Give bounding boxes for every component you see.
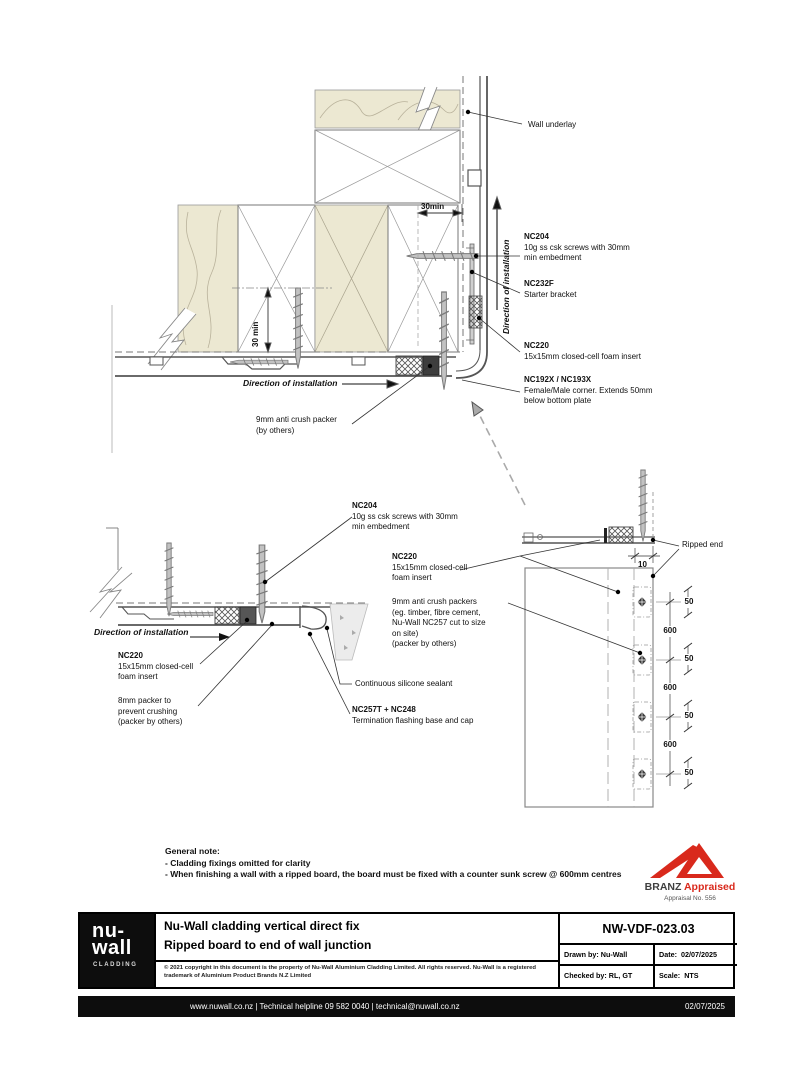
label-nc220-right: [392, 552, 467, 584]
part-number: NC192X / NC193X: [524, 375, 592, 384]
dim-600: 600: [658, 683, 682, 694]
dim-30min-left: 30 min: [251, 321, 260, 347]
nuwall-logo-cladding: CLADDING: [93, 962, 138, 968]
label-line: min embedment: [524, 253, 582, 262]
bottom-left-detail-drawing: [90, 517, 368, 714]
dim-50: 50: [681, 711, 697, 722]
label-line: 15x15mm closed-cell foam insert: [524, 351, 641, 361]
label-line: (by others): [256, 425, 295, 435]
general-note-item: - When finishing a wall with a ripped board, the board must be fixed with a counter sunk screw @ 600mm centres: [165, 869, 622, 879]
right-detail-drawing: [460, 470, 695, 807]
direction-of-installation-top: Direction of installation: [243, 378, 338, 388]
screw-icon: [165, 543, 174, 616]
label-line: Female/Male corner. Extends 50mm: [524, 385, 653, 395]
label-9mm-packer-top: [256, 415, 337, 436]
label-line: (eg. timber, fibre cement,: [392, 607, 481, 617]
dim-600: 600: [658, 626, 682, 637]
drawing-number: NW-VDF-023.03: [560, 914, 737, 945]
label-line: foam insert: [392, 573, 432, 582]
label-line: 15x15mm closed-cell: [118, 661, 194, 671]
label-line: Nu-Wall NC257 cut to size: [392, 618, 486, 627]
label-line: prevent crushing: [118, 706, 178, 716]
dim-50: 50: [681, 654, 697, 665]
label-line: min embedment: [352, 522, 410, 531]
drawn-by-cell: Drawn by: Nu-Wall: [560, 945, 655, 964]
screw-icon: [639, 470, 648, 541]
label-sealant: [355, 679, 452, 690]
dim-600: 600: [658, 740, 682, 751]
label-termination: [352, 705, 473, 726]
packer-hatch: [396, 356, 422, 375]
title-area: [154, 914, 560, 987]
label-nc220-left: [118, 651, 193, 683]
label-line: 10g ss csk screws with 30mm: [352, 511, 458, 521]
footer-bar: [78, 996, 735, 1017]
label-8mm-packer: [118, 696, 182, 728]
label-line: (packer by others): [118, 717, 183, 726]
foam-insert-hatch: [215, 607, 239, 624]
label-ripped-end: [682, 540, 723, 551]
direction-of-installation-bottom: Direction of installation: [94, 627, 189, 637]
checked-by-cell: Checked by: RL, GT: [560, 966, 655, 987]
dim-50: 50: [681, 768, 697, 779]
nuwall-logo-word: nu- wall: [92, 920, 132, 959]
screw-icon: [167, 611, 213, 618]
label-line: Continuous silicone sealant: [355, 679, 453, 688]
branz-name: BRANZ: [644, 881, 682, 893]
title-meta: [560, 914, 737, 987]
label-line: foam insert: [118, 672, 158, 681]
part-number: NC220: [392, 552, 417, 561]
label-line: (packer by others): [392, 639, 457, 648]
general-note-item: - Cladding fixings omitted for clarity: [165, 857, 311, 868]
label-9mm-packers: [392, 597, 486, 650]
label-nc232f: [524, 279, 576, 300]
dim-30min-top: 30min: [421, 202, 445, 211]
screw-icon: [256, 545, 267, 623]
part-number: NC204: [524, 232, 549, 241]
copyright-note: © 2021 copyright in this document is the property of Nu-Wall Aluminium Cladding Limited. All rights reserved. Nu-Wall is a registered trademark of Aluminium Product Brands N.Z Limited: [156, 960, 558, 987]
footer-date: 02/07/2025: [684, 1002, 725, 1011]
label-line: Wall underlay: [528, 120, 577, 129]
part-number: NC220: [118, 651, 143, 660]
label-line: 9mm anti crush packer: [256, 415, 337, 424]
label-line: 15x15mm closed-cell: [392, 562, 468, 572]
label-nc204-top: [524, 232, 630, 264]
label-nc204-bottom: [352, 501, 458, 533]
branz-appraised-label: [640, 881, 740, 893]
branz-appraised-word: Appraised: [683, 881, 736, 893]
branz-appraisal-number: Appraisal No. 556: [664, 895, 716, 902]
part-number: NC204: [352, 501, 377, 510]
foam-insert-hatch: [609, 527, 633, 543]
dim-10: 10: [638, 560, 647, 569]
general-note-title: General note:: [165, 846, 220, 856]
footer-contacts: www.nuwall.co.nz | Technical helpline 09 582 0040 | technical@nuwall.co.nz: [190, 1002, 460, 1011]
part-number: NC257T + NC248: [352, 705, 416, 714]
general-note: [165, 846, 622, 881]
label-line: Ripped end: [682, 540, 723, 549]
sheet-title-line1: Nu-Wall cladding vertical direct fix: [164, 919, 360, 933]
part-number: NC220: [524, 341, 549, 350]
label-line: on site): [392, 628, 419, 638]
meta-row-1: [560, 945, 737, 966]
nuwall-logo: [80, 914, 154, 987]
label-nc220-top: [524, 341, 641, 362]
label-corner: [524, 375, 653, 407]
foam-insert-hatch: [469, 296, 482, 328]
date-cell: Date: 02/07/2025: [659, 950, 717, 959]
title-block: [78, 912, 735, 989]
sheet-title-line2: Ripped board to end of wall junction: [164, 938, 372, 952]
meta-row-2: [560, 966, 737, 987]
dim-50: 50: [681, 597, 697, 608]
scale-cell: Scale: NTS: [659, 971, 699, 980]
direction-of-installation-vertical: Direction of installation: [501, 239, 511, 334]
label-line: below bottom plate: [524, 396, 592, 405]
top-detail-drawing: [112, 76, 525, 505]
label-line: 8mm packer to: [118, 696, 171, 705]
branz-appraised-badge: [640, 840, 740, 902]
label-line: 10g ss csk screws with 30mm: [524, 242, 630, 252]
label-line: Starter bracket: [524, 289, 577, 299]
label-wall-underlay: [528, 120, 576, 131]
part-number: NC232F: [524, 279, 554, 288]
label-line: 9mm anti crush packers: [392, 597, 477, 606]
label-line: Termination flashing base and cap: [352, 715, 474, 725]
